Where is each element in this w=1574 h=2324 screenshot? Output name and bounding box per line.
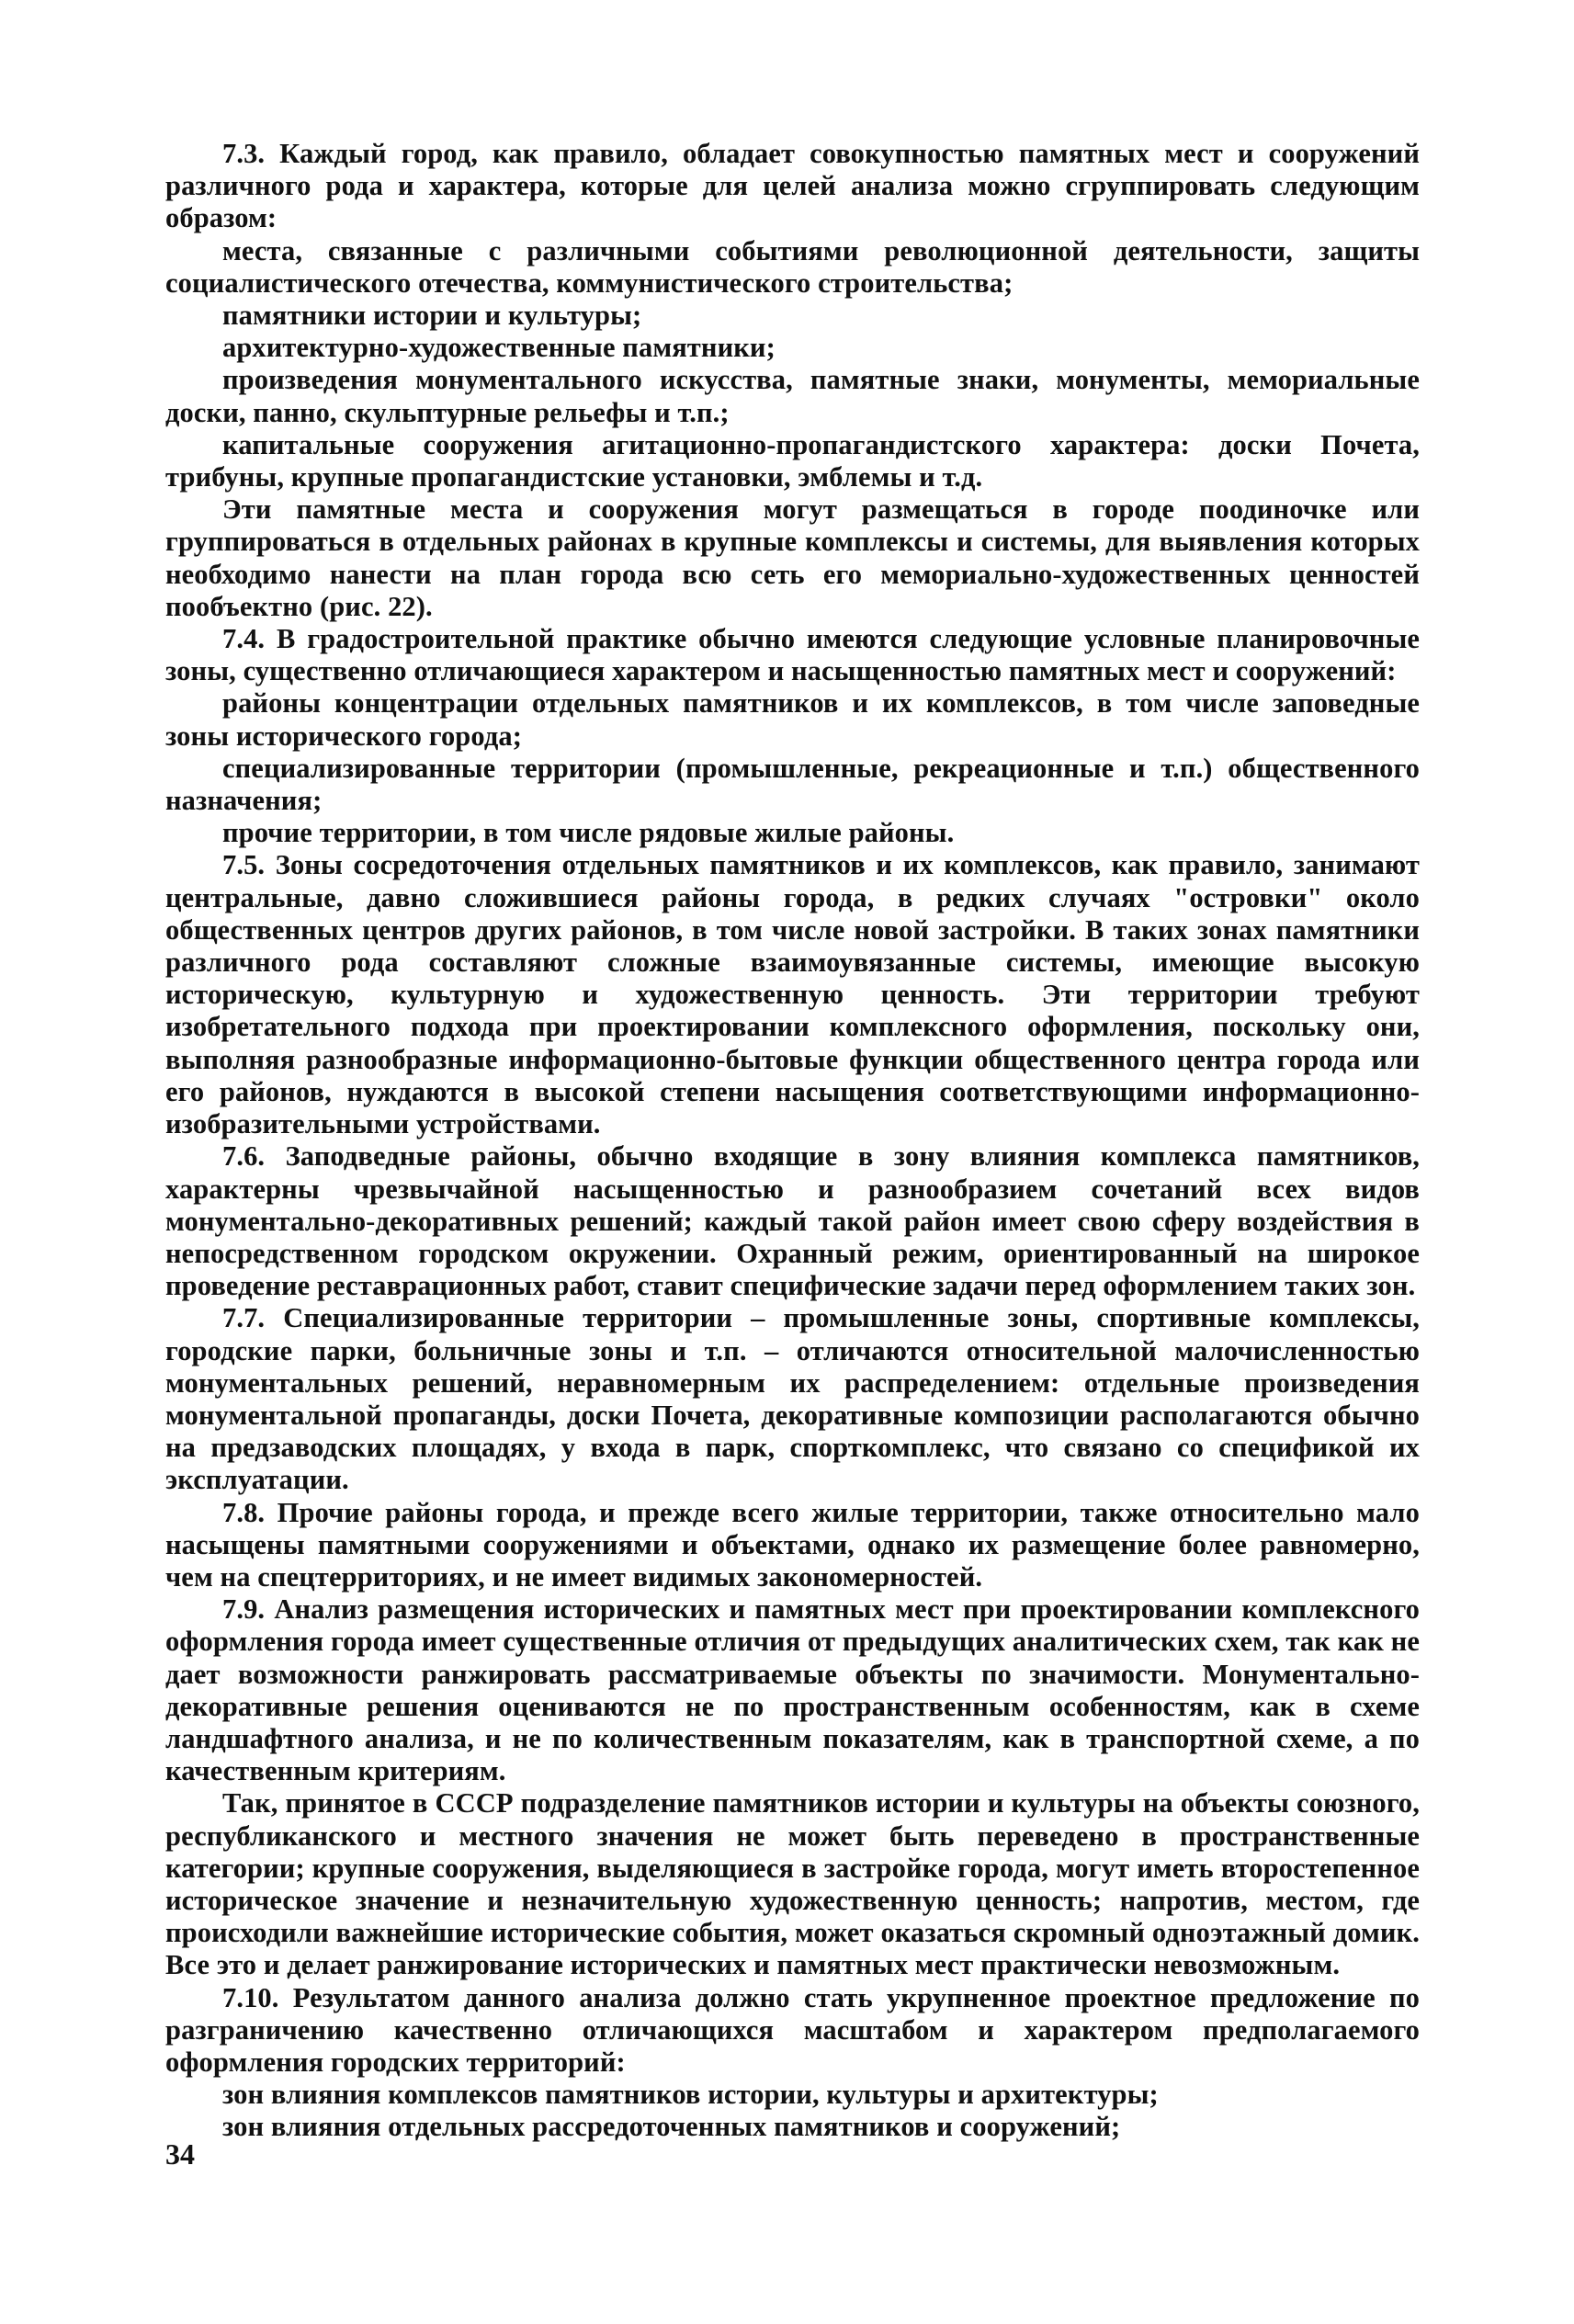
page-number: 34	[165, 2137, 195, 2171]
paragraph-7-3: 7.3. Каждый город, как правило, обладает совокупностью памятных мест и сооружений различного рода и характера, которые для целей анализа можно сгруппировать следующим образом:	[165, 138, 1420, 234]
list-item: прочие территории, в том числе рядовые жилые районы.	[222, 817, 955, 849]
paragraph: Эти памятные места и сооружения могут размещаться в городе поодиночке или группироваться в отдельных районах в крупные комплексы и системы, для выявления которых необходимо нанести на план города всю сеть его мемориально-художественных ценностей пообъектно (рис. 22).	[165, 493, 1420, 622]
list-item: капитальные сооружения агитационно-пропагандистского характера: доски Почета, трибуны, крупные пропагандистские установки, эмблемы и т.д.	[165, 428, 1420, 493]
paragraph-7-6: 7.6. Заподведные районы, обычно входящие в зону влияния комплекса памятников, характерны чрезвычайной насыщенностью и разнообразием сочетаний всех видов монументально-декоративных решений; каждый такой район имеет свою сферу воздействия в непосредственном городском окружении. Охранный режим, ориентированный на широкое проведение реставрационных работ, ставит специфические задачи перед оформлением таких зон.	[165, 1140, 1420, 1302]
list-item: архитектурно-художественные памятники;	[222, 332, 776, 364]
paragraph-7-10: 7.10. Результатом данного анализа должно стать укрупненное проектное предложение по разграничению качественно отличающихся масштабом и характером предполагаемого оформления городских территорий:	[165, 1981, 1420, 2078]
list-item: места, связанные с различными событиями революционной деятельности, защиты социалистического отечества, коммунистического строительства;	[165, 234, 1420, 299]
paragraph-7-8: 7.8. Прочие районы города, и прежде всего жилые территории, также относительно мало насыщены памятными сооружениями и объектами, однако их размещение более равномерно, чем на спецтерриториях, и не имеет видимых закономерностей.	[165, 1496, 1420, 1593]
list-item: зон влияния отдельных рассредоточенных памятников и сооружений;	[222, 2111, 1121, 2143]
list-item: специализированные территории (промышленные, рекреационные и т.п.) общественного назначения;	[165, 752, 1420, 817]
paragraph: Так, принятое в СССР подразделение памятников истории и культуры на объекты союзного, республиканского и местного значения не может быть переведено в пространственные категории; крупные сооружения, выделяющиеся в застройке города, могут иметь второстепенное историческое значение и незначительную художественную ценность; напротив, местом, где происходили важнейшие исторические события, может оказаться скромный одноэтажный домик. Все это и делает ранжирование исторических и памятных мест практически невозможным.	[165, 1787, 1420, 1981]
paragraph-7-4: 7.4. В градостроительной практике обычно имеются следующие условные планировочные зоны, существенно отличающиеся характером и насыщенностью памятных мест и сооружений:	[165, 623, 1420, 687]
list-item: районы концентрации отдельных памятников и их комплексов, в том числе заповедные зоны исторического города;	[165, 687, 1420, 752]
document-body	[165, 138, 1420, 2144]
list-item: произведения монументального искусства, памятные знаки, монументы, мемориальные доски, панно, скульптурные рельефы и т.п.;	[165, 364, 1420, 428]
paragraph-7-9: 7.9. Анализ размещения исторических и памятных мест при проектировании комплексного оформления города имеет существенные отличия от предыдущих аналитических схем, так как не дает возможности ранжировать рассматриваемые объекты по значимости. Монументально-декоративные решения оцениваются не по пространственным особенностям, как в схеме ландшафтного анализа, и не по количественным показателям, как в транспортной схеме, а по качественным критериям.	[165, 1593, 1420, 1787]
paragraph-7-5: 7.5. Зоны сосредоточения отдельных памятников и их комплексов, как правило, занимают центральные, давно сложившиеся районы города, в редких случаях "островки" около общественных центров других районов, в том числе новой застройки. В таких зонах памятники различного рода составляют сложные взаимоувязанные системы, имеющие высокую историческую, культурную и художественную ценность. Эти территории требуют изобретательного подхода при проектировании комплексного оформления, поскольку они, выполняя разнообразные информационно-бытовые функции общественного центра города или его районов, нуждаются в высокой степени насыщения соответствующими информационно-изобразительными устройствами.	[165, 849, 1420, 1140]
list-item: зон влияния комплексов памятников истории, культуры и архитектуры;	[222, 2079, 1159, 2111]
paragraph-7-7: 7.7. Специализированные территории – промышленные зоны, спортивные комплексы, городские парки, больничные зоны и т.п. – отличаются относительной малочисленностью монументальных решений, неравномерным их распределением: отдельные произведения монументальной пропаганды, доски Почета, декоративные композиции располагаются обычно на предзаводских площадях, у входа в парк, спорткомплекс, что связано со спецификой их эксплуатации.	[165, 1302, 1420, 1496]
list-item: памятники истории и культуры;	[222, 300, 642, 332]
